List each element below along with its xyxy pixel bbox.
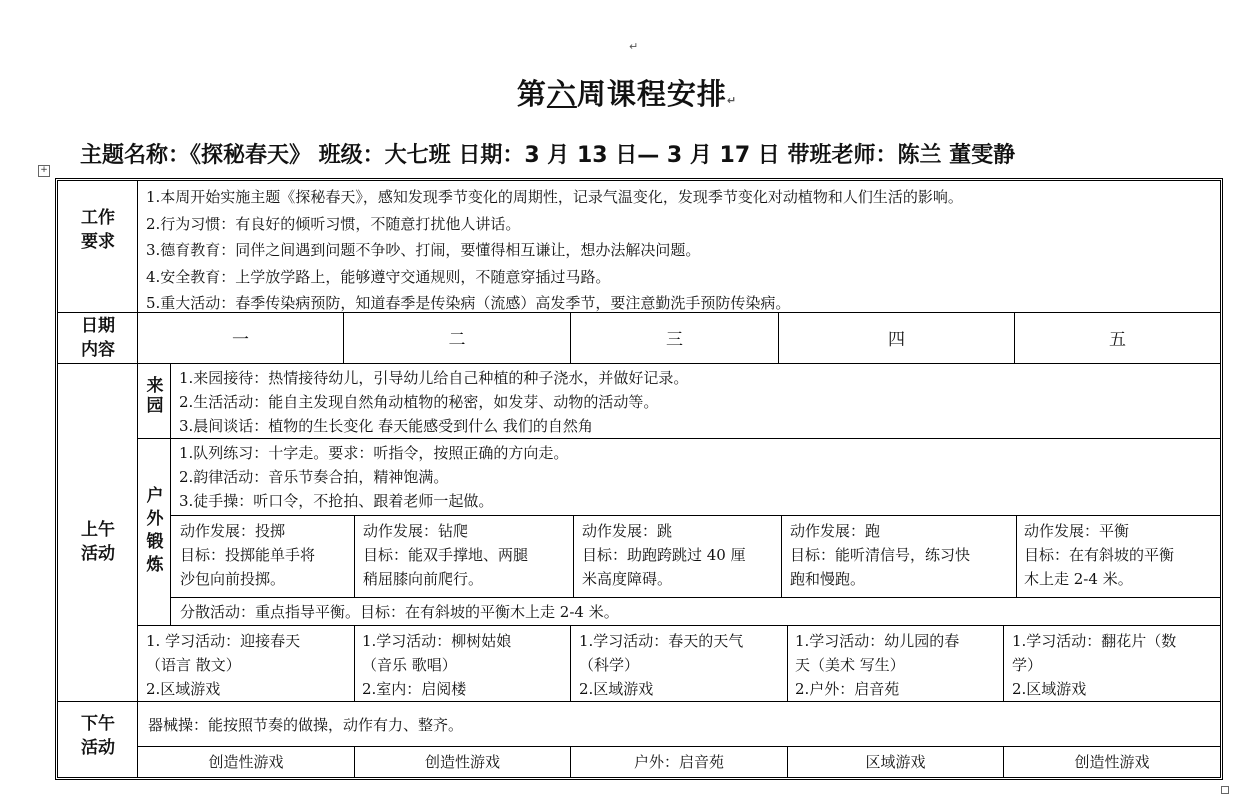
motor-line: 目标：在有斜坡的平衡 — [1024, 546, 1175, 564]
learning-line: 2.区域游戏 — [1012, 680, 1087, 698]
motor-cell — [1024, 519, 1174, 591]
paragraph-mark: ↵ — [629, 40, 639, 53]
motor-line: 动作发展：钻爬 — [363, 522, 469, 540]
pm-game: 创造性游戏 — [208, 753, 284, 771]
learning-line: （音乐 歌唱） — [362, 656, 457, 674]
row-divider — [58, 363, 1220, 364]
col-divider — [354, 516, 355, 597]
motor-line: 动作发展：跳 — [582, 522, 673, 540]
motor-line: 沙包向前投掷。 — [180, 570, 286, 588]
learning-line: 2.区域游戏 — [146, 680, 221, 698]
pm-game: 户外：启音苑 — [633, 753, 724, 771]
label-line: 要求 — [81, 232, 115, 252]
day-header: 三 — [666, 330, 683, 350]
outdoor-label: 户外锻炼 — [146, 486, 164, 575]
row-divider — [58, 701, 1220, 702]
arrival-item: 2.生活活动：能自主发现自然角动植物的秘密，如发芽、动物的活动等。 — [179, 393, 659, 411]
work-req-item: 2.行为习惯：有良好的倾听习惯，不随意打扰他人讲话。 — [146, 214, 521, 233]
learning-line: 1.学习活动：柳树姑娘 — [362, 632, 512, 650]
day-header: 一 — [232, 330, 249, 350]
pm-game: 区域游戏 — [865, 753, 926, 771]
outdoor-common-list — [179, 441, 568, 513]
learning-line: （科学） — [579, 656, 640, 674]
learning-line: 2.室内：启阅楼 — [362, 680, 467, 698]
pm-exercise: 器械操：能按照节奏的做操，动作有力、整齐。 — [148, 716, 464, 734]
motor-cell — [180, 519, 315, 591]
col-divider — [781, 516, 782, 597]
row-divider — [138, 625, 1220, 626]
outdoor-item: 1.队列练习：十字走。要求：听指令，按照正确的方向走。 — [179, 444, 569, 462]
table-move-handle-icon[interactable]: + — [38, 165, 50, 177]
page-title — [0, 72, 1254, 113]
label-line: 活动 — [81, 738, 115, 758]
motor-line: 目标：投掷能单手将 — [180, 546, 316, 564]
learning-line: 2.区域游戏 — [579, 680, 654, 698]
day-header: 二 — [448, 330, 466, 350]
motor-cell — [790, 519, 970, 591]
work-req-item: 1.本周开始实施主题《探秘春天》，感知发现季节变化的周期性，记录气温变化，发现季节变化对动植物和人们生活的影响。 — [146, 188, 963, 206]
work-req-item: 3.德育教育：同伴之间遇到问题不争吵、打闹，要懂得相互谦让，想办法解决问题。 — [146, 241, 701, 259]
motor-line: 跑和慢跑。 — [790, 570, 866, 588]
learning-cell — [362, 629, 511, 701]
motor-line: 目标：能双手撑地、两腿 — [363, 546, 529, 564]
learning-line: 1.学习活动：翻花片（数 — [1012, 632, 1177, 650]
col-divider — [570, 626, 571, 701]
learning-line: 天（美术 写生） — [795, 656, 905, 674]
day-header: 四 — [888, 330, 905, 350]
learning-line: 1. 学习活动：迎接春天 — [146, 632, 301, 650]
col-divider — [137, 181, 138, 777]
pm-game: 创造性游戏 — [424, 753, 500, 771]
motor-line: 动作发展：投掷 — [180, 522, 286, 540]
date-label — [60, 314, 136, 362]
work-req-label — [60, 206, 136, 254]
col-divider — [1003, 626, 1004, 701]
title-prefix: 第 — [516, 77, 547, 111]
col-divider — [170, 364, 171, 626]
row-divider — [171, 597, 1220, 598]
learning-line: 1.学习活动：幼儿园的春 — [795, 632, 960, 650]
arrival-item: 3.晨间谈话：植物的生长变化 春天能感受到什么 我们的自然角 — [179, 417, 593, 435]
paragraph-mark: ↵ — [726, 94, 738, 107]
arrival-list — [179, 366, 688, 438]
motor-line: 动作发展：平衡 — [1024, 522, 1130, 540]
arrive-label: 来园 — [146, 376, 164, 416]
title-week-number: 六 — [546, 77, 577, 111]
motor-line: 动作发展：跑 — [790, 522, 881, 540]
col-divider — [573, 516, 574, 597]
label-line: 内容 — [81, 340, 115, 360]
motor-line: 木上走 2-4 米。 — [1024, 570, 1133, 588]
col-divider — [787, 626, 788, 701]
motor-line: 米高度障碍。 — [582, 570, 673, 588]
motor-line: 稍屈膝向前爬行。 — [363, 570, 484, 588]
label-line: 下午 — [81, 714, 115, 734]
outdoor-item: 2.韵律活动：音乐节奏合拍，精神饱满。 — [179, 468, 449, 486]
pm-label — [60, 712, 136, 760]
label-line: 日期 — [81, 316, 115, 336]
row-divider — [138, 438, 1220, 439]
scattered-activity: 分散活动：重点指导平衡。目标：在有斜坡的平衡木上走 2-4 米。 — [180, 603, 619, 621]
work-requirements — [146, 184, 963, 317]
learning-line: 2.户外：启音苑 — [795, 680, 900, 698]
label-line: 上午 — [81, 520, 115, 540]
motor-line: 目标：能听清信号，练习快 — [790, 546, 971, 564]
title-suffix: 周课程安排 — [576, 77, 727, 111]
learning-cell — [1012, 629, 1176, 701]
outdoor-item: 3.徒手操：听口令，不抢拍、跟着老师一起做。 — [179, 492, 494, 510]
am-label — [60, 518, 136, 566]
label-line: 工作 — [81, 208, 115, 228]
day-header: 五 — [1109, 330, 1126, 350]
motor-line: 目标：助跑跨跳过 40 厘 — [582, 546, 746, 564]
row-divider — [138, 746, 1220, 747]
learning-cell — [795, 629, 959, 701]
work-req-item: 5.重大活动：春季传染病预防，知道春季是传染病（流感）高发季节，要注意勤洗手预防传染病。 — [146, 294, 791, 312]
subtitle: 主题名称：《探秘春天》 班级：大七班 日期：3 月 13 日— 3 月 17 日 带班老师：陈兰 董雯静 — [80, 143, 1016, 168]
learning-line: （语言 散文） — [146, 656, 241, 674]
motor-cell — [363, 519, 528, 591]
col-divider — [1016, 516, 1017, 597]
table-resize-handle-icon[interactable] — [1221, 786, 1229, 794]
motor-cell — [582, 519, 746, 591]
label-line: 活动 — [81, 544, 115, 564]
row-divider — [171, 515, 1220, 516]
learning-cell — [579, 629, 743, 701]
learning-line: 1.学习活动：春天的天气 — [579, 632, 744, 650]
pm-game: 创造性游戏 — [1074, 753, 1150, 771]
col-divider — [354, 626, 355, 701]
work-req-item: 4.安全教育：上学放学路上，能够遵守交通规则，不随意穿插过马路。 — [146, 267, 611, 286]
learning-line: 学） — [1012, 656, 1043, 674]
learning-cell — [146, 629, 300, 701]
arrival-item: 1.来园接待：热情接待幼儿，引导幼儿给自己种植的种子浇水，并做好记录。 — [179, 369, 689, 387]
